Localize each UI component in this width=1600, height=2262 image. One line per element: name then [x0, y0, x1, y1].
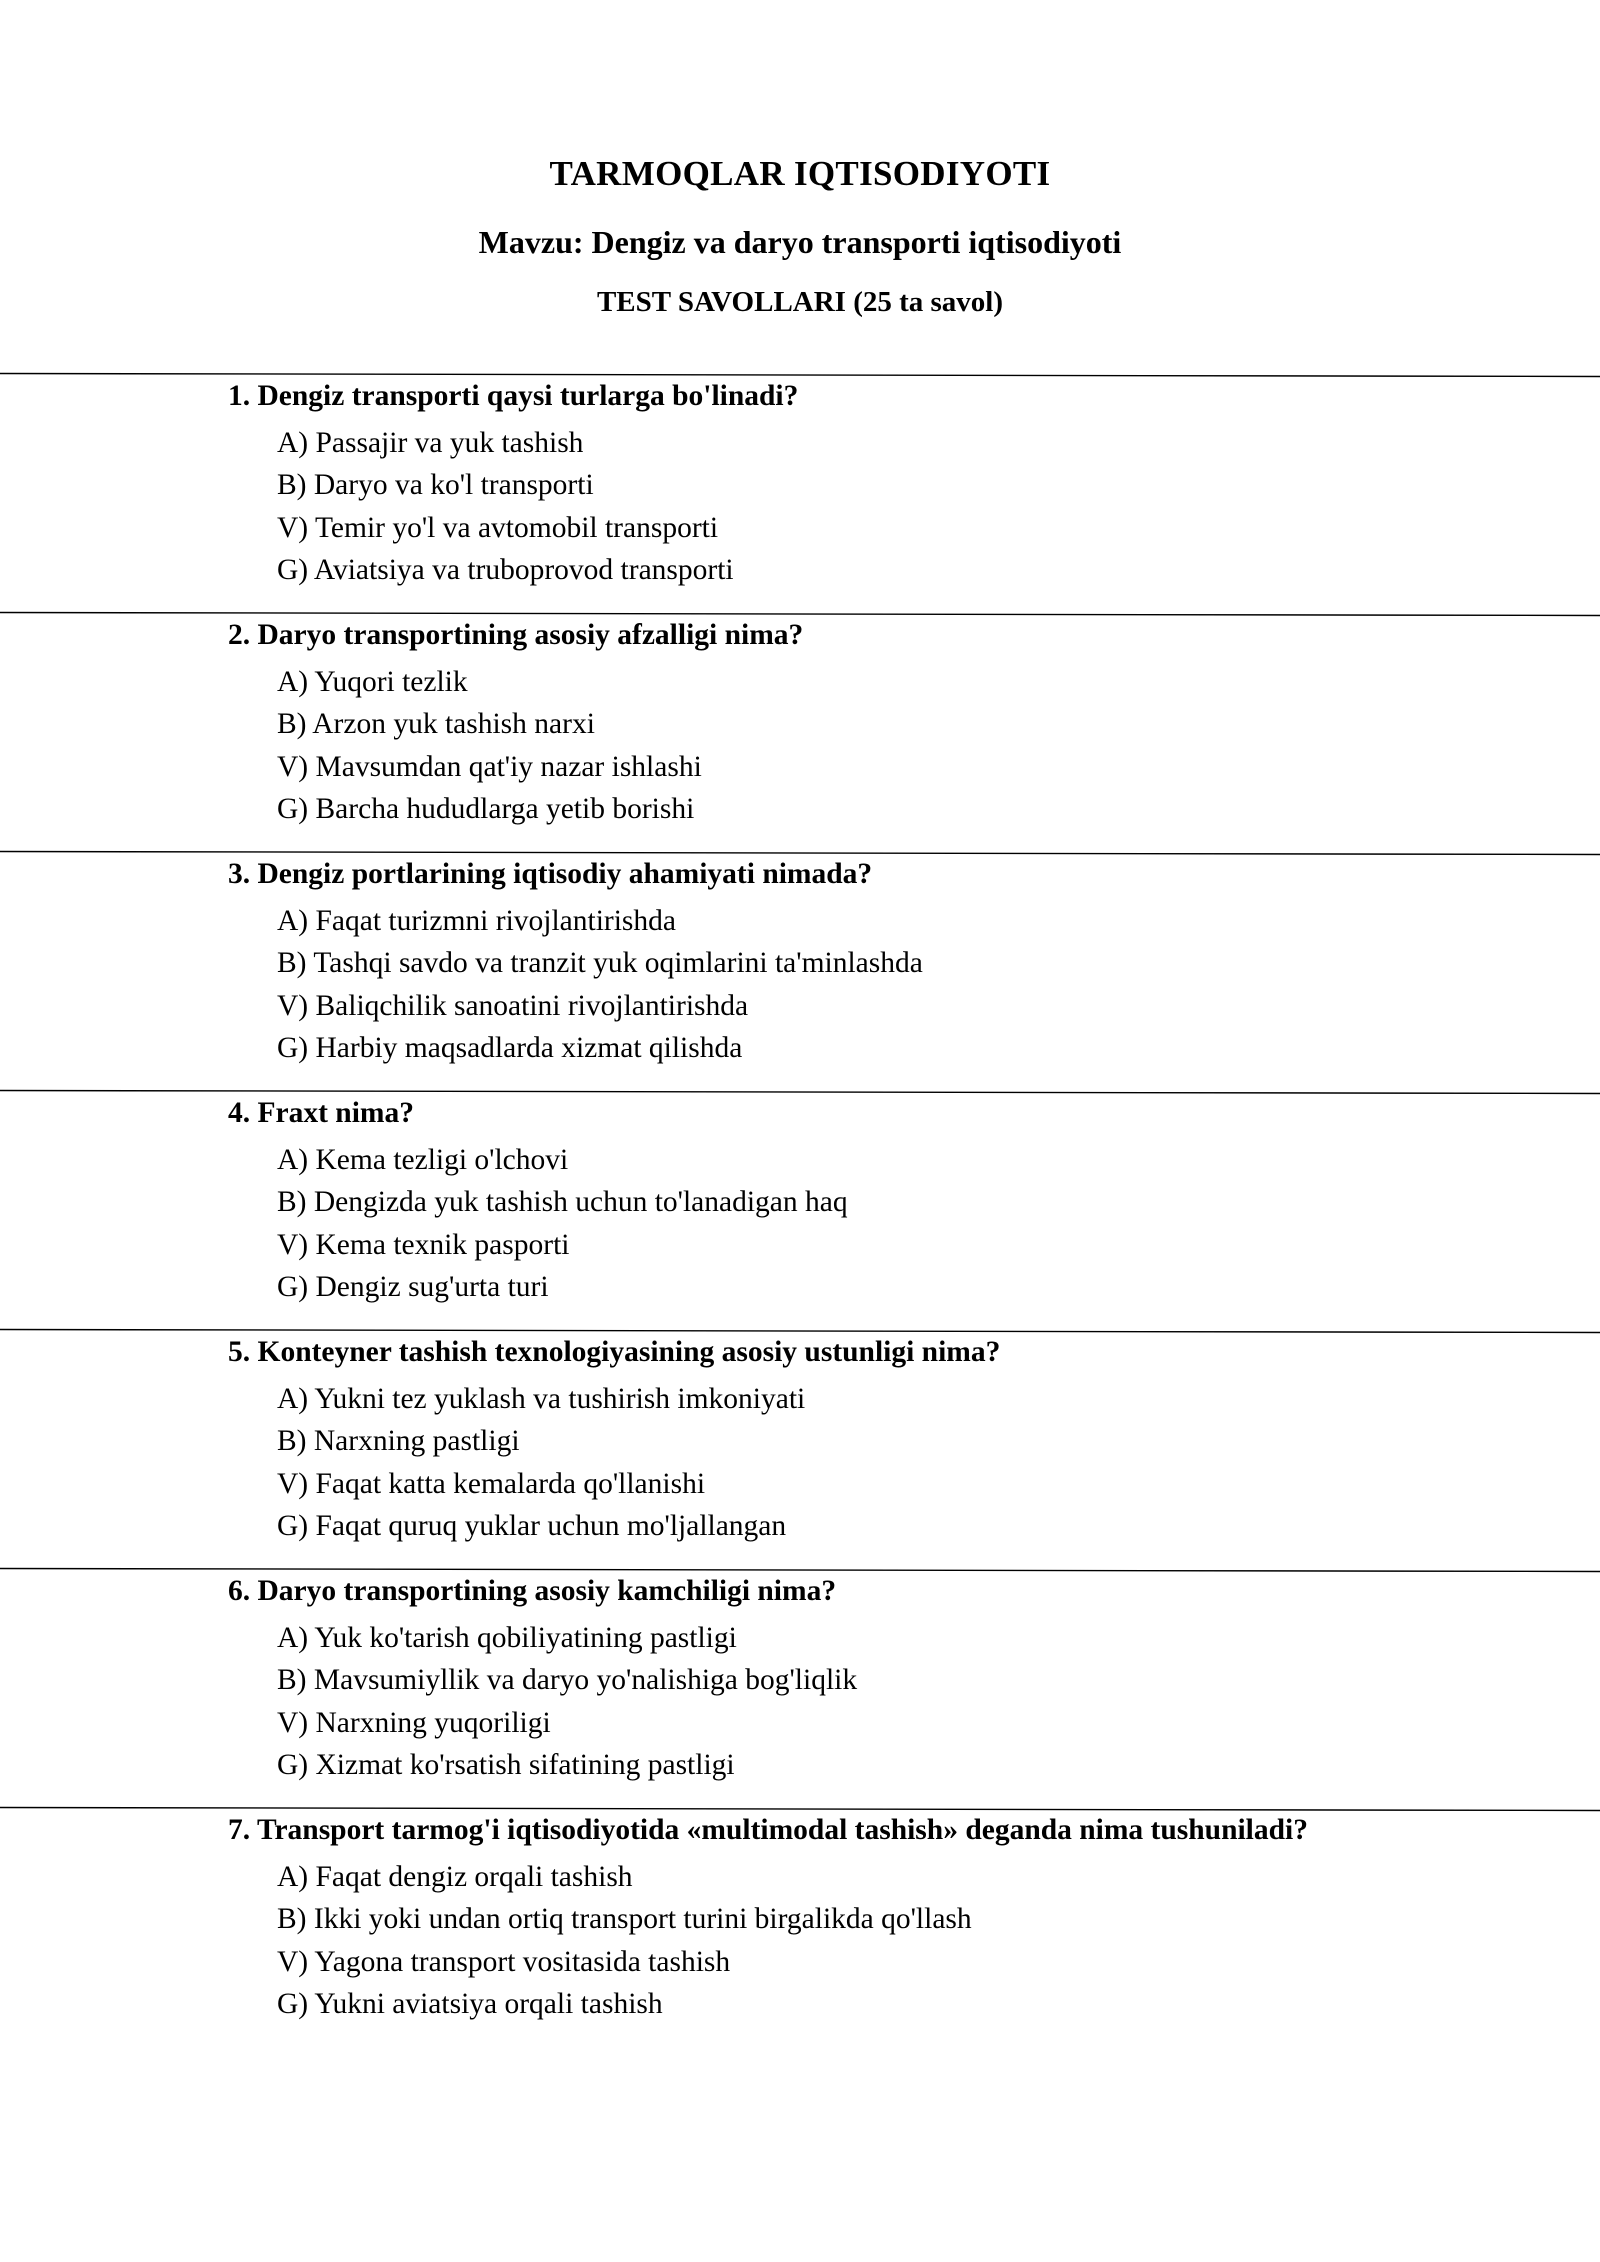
answer-option: A) Faqat turizmni rivojlantirishda	[277, 905, 676, 937]
question-item	[0, 850, 1600, 1089]
answer-option: B) Dengizda yuk tashish uchun to'lanadigan haq	[277, 1186, 848, 1219]
answer-option: G) Dengiz sug'urta turi	[277, 1270, 549, 1303]
answer-option: B) Narxning pastligi	[277, 1425, 520, 1458]
question-item	[0, 1806, 1600, 2045]
question-text: 6. Daryo transportining asosiy kamchiligi nima?	[228, 1575, 837, 1607]
answer-option: G) Faqat quruq yuklar uchun mo'ljallangan	[277, 1509, 787, 1542]
answer-option: A) Kema tezligi o'lchovi	[277, 1144, 569, 1176]
answer-option: V) Mavsumdan qat'iy nazar ishlashi	[277, 750, 702, 783]
answer-options	[277, 1617, 857, 1786]
answer-option: V) Narxning yuqoriligi	[277, 1706, 551, 1739]
answer-option: V) Kema texnik pasporti	[277, 1228, 570, 1261]
question-text: 5. Konteyner tashish texnologiyasining asosiy ustunligi nima?	[228, 1336, 1001, 1368]
answer-option: G) Harbiy maqsadlarda xizmat qilishda	[277, 1031, 743, 1064]
question-item	[0, 1089, 1600, 1328]
answer-option: B) Tashqi savdo va tranzit yuk oqimlarini ta'minlashda	[277, 947, 923, 980]
answer-option: A) Passajir va yuk tashish	[277, 427, 584, 459]
answer-option: A) Faqat dengiz orqali tashish	[277, 1861, 633, 1893]
answer-option: G) Barcha hududlarga yetib borishi	[277, 792, 695, 825]
document-subtitle: Mavzu: Dengiz va daryo transporti iqtisodiyoti	[478, 224, 1122, 260]
answer-options	[277, 661, 702, 830]
answer-option: A) Yukni tez yuklash va tushirish imkoniyati	[277, 1383, 806, 1415]
question-list	[0, 372, 1600, 2045]
document-title: TARMOQLAR IQTISODIYOTI	[549, 154, 1051, 193]
answer-option: V) Baliqchilik sanoatini rivojlantirishda	[277, 989, 749, 1022]
answer-options	[277, 1378, 805, 1547]
question-text: 1. Dengiz transporti qaysi turlarga bo'linadi?	[228, 380, 799, 412]
answer-option: V) Temir yo'l va avtomobil transporti	[277, 511, 719, 544]
question-text: 4. Fraxt nima?	[228, 1097, 414, 1129]
answer-option: B) Mavsumiyllik va daryo yo'nalishiga bog'liqlik	[277, 1664, 858, 1697]
answer-option: A) Yuk ko'tarish qobiliyatining pastligi	[277, 1622, 737, 1654]
answer-options	[277, 1856, 972, 2025]
answer-option: B) Arzon yuk tashish narxi	[277, 708, 595, 741]
answer-option: B) Daryo va ko'l transporti	[277, 469, 594, 502]
question-text: 2. Daryo transportining asosiy afzalligi nima?	[228, 619, 804, 651]
answer-options	[277, 422, 734, 591]
answer-option: V) Faqat katta kemalarda qo'llanishi	[277, 1467, 706, 1500]
answer-option: G) Xizmat ko'rsatish sifatining pastligi	[277, 1748, 735, 1781]
answer-option: A) Yuqori tezlik	[277, 666, 468, 698]
question-text: 3. Dengiz portlarining iqtisodiy ahamiyati nimada?	[228, 858, 873, 890]
answer-option: G) Yukni aviatsiya orqali tashish	[277, 1987, 663, 2020]
question-item	[0, 611, 1600, 850]
test-heading: TEST SAVOLLARI (25 ta savol)	[596, 286, 1004, 318]
question-item	[0, 1328, 1600, 1567]
question-text: 7. Transport tarmog'i iqtisodiyotida «multimodal tashish» deganda nima tushuniladi?	[228, 1814, 1308, 1846]
question-item	[0, 372, 1600, 611]
answer-options	[277, 1139, 848, 1308]
answer-options	[277, 900, 923, 1069]
answer-option: B) Ikki yoki undan ortiq transport turini birgalikda qo'llash	[277, 1903, 972, 1936]
answer-option: G) Aviatsiya va truboprovod transporti	[277, 553, 734, 586]
answer-option: V) Yagona transport vositasida tashish	[277, 1945, 731, 1978]
question-item	[0, 1567, 1600, 1806]
